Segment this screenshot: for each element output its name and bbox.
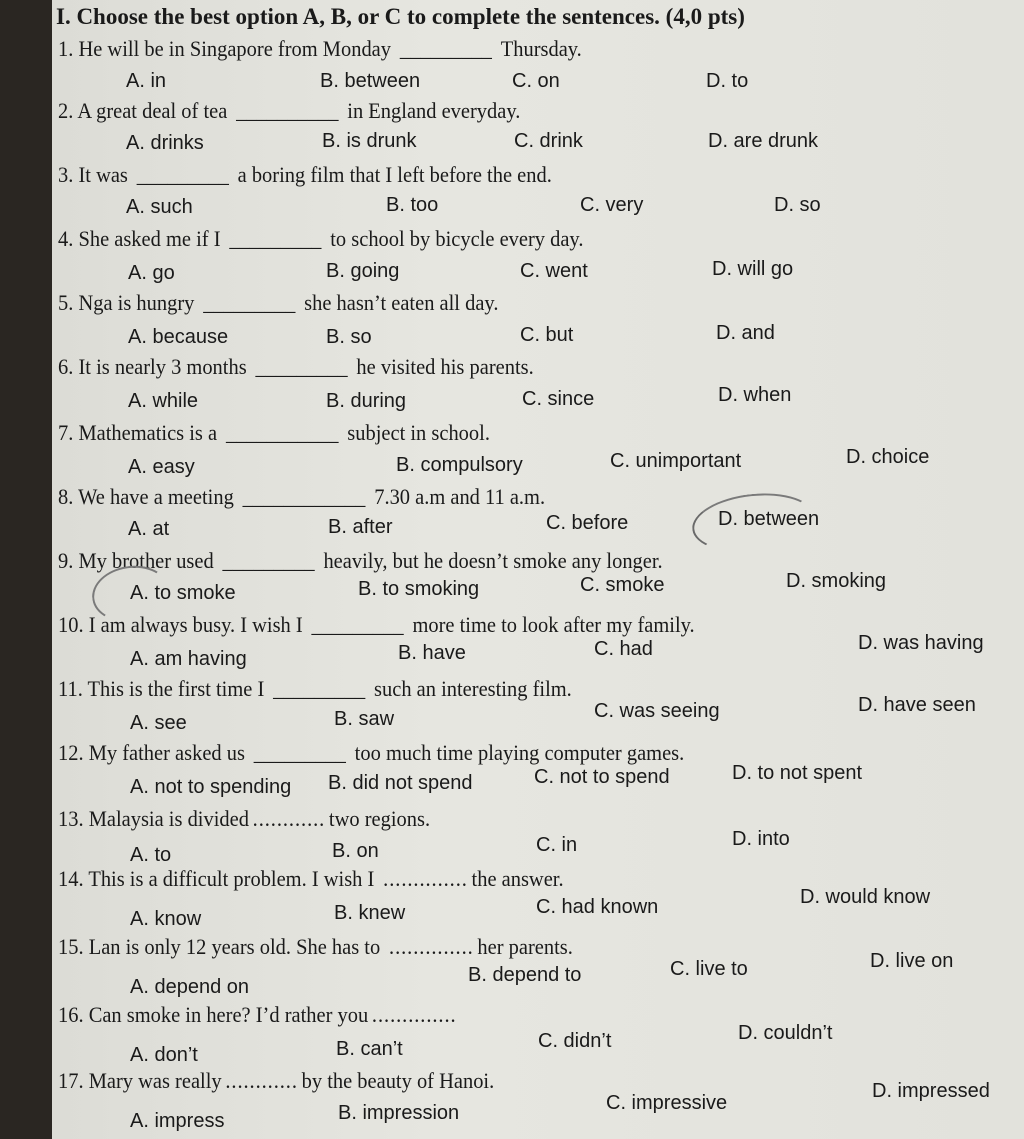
worksheet-page [52,0,1024,1139]
option-b: B. on [332,840,379,862]
question-stem: 3. It was _________ a boring film that I left before the end. [58,162,552,187]
option-d: D. choice [846,446,930,468]
option-c: C. very [580,194,644,216]
option-c: C. in [536,834,578,856]
question-stem: 6. It is nearly 3 months _________ he visited his parents. [58,354,534,379]
option-d: D. and [716,322,775,344]
option-c: C. on [512,70,560,92]
option-b: B. is drunk [322,130,417,152]
option-b: B. going [326,260,400,282]
option-a: A. while [128,390,199,412]
option-d: D. was having [858,632,984,654]
question-stem: 9. My brother used _________ heavily, but he doesn’t smoke any longer. [58,548,663,573]
option-d: D. are drunk [708,130,819,152]
section-heading: I. Choose the best option A, B, or C to complete the sentences. (4,0 pts) [56,4,745,29]
option-b: B. too [386,194,439,216]
option-a: A. know [130,908,202,930]
question-stem: 2. A great deal of tea __________ in England everyday. [58,98,521,123]
option-d: D. have seen [858,694,976,716]
option-b: B. after [328,516,393,538]
option-a: A. go [128,262,175,284]
option-d: D. to not spent [732,762,863,784]
option-b: B. between [320,70,421,92]
option-a: A. am having [130,648,247,670]
option-a: A. because [128,326,229,348]
option-c: C. not to spend [534,766,670,788]
option-a: A. to smoke [130,582,236,604]
option-b: B. during [326,390,407,412]
question-stem: 11. This is the first time I _________ such an interesting film. [58,676,572,701]
option-c: C. live to [670,958,748,980]
question-stem: 15. Lan is only 12 years old. She has to .............. her parents. [58,934,573,959]
option-b: B. saw [334,708,395,730]
option-b: B. can’t [336,1038,403,1060]
option-a: A. drinks [126,132,204,154]
option-c: C. had [594,638,653,660]
option-a: A. to [130,844,172,866]
option-d: D. between [718,508,820,530]
question-stem: 5. Nga is hungry _________ she hasn’t eaten all day. [58,290,499,315]
option-a: A. not to spending [130,776,292,798]
option-c: C. but [520,324,574,346]
option-d: D. impressed [872,1080,990,1102]
option-c: C. was seeing [594,700,720,722]
option-b: B. have [398,642,466,664]
option-b: B. compulsory [396,454,523,476]
option-b: B. knew [334,902,406,924]
option-b: B. did not spend [328,772,473,794]
option-d: D. smoking [786,570,887,592]
option-c: C. smoke [580,574,665,596]
question-stem: 16. Can smoke in here? I’d rather you .............. [58,1002,457,1027]
option-d: D. couldn’t [738,1022,833,1044]
option-b: B. impression [338,1102,460,1124]
option-c: C. went [520,260,588,282]
option-c: C. didn’t [538,1030,612,1052]
option-a: A. don’t [130,1044,198,1066]
option-a: A. at [128,518,170,540]
question-stem: 10. I am always busy. I wish I _________ more time to look after my family. [58,612,695,637]
question-stem: 17. Mary was really ............ by the beauty of Hanoi. [58,1068,495,1093]
option-c: C. impressive [606,1092,728,1114]
option-a: A. easy [128,456,195,478]
option-b: B. depend to [468,964,582,986]
question-stem: 13. Malaysia is divided ............ two regions. [58,806,431,831]
option-c: C. drink [514,130,583,152]
option-a: A. impress [130,1110,225,1132]
option-a: A. depend on [130,976,249,998]
question-stem: 4. She asked me if I _________ to school by bicycle every day. [58,226,584,251]
option-a: A. in [126,70,167,92]
option-d: D. would know [800,886,931,908]
option-a: A. see [130,712,187,734]
option-d: D. will go [712,258,794,280]
option-a: A. such [126,196,193,218]
question-stem: 8. We have a meeting ____________ 7.30 a.m and 11 a.m. [58,484,546,509]
option-c: C. since [522,388,595,410]
option-d: D. into [732,828,790,850]
option-d: D. so [774,194,821,216]
question-stem: 14. This is a difficult problem. I wish I .............. the answer. [58,866,564,891]
option-b: B. so [326,326,372,348]
option-c: C. unimportant [610,450,742,472]
question-stem: 1. He will be in Singapore from Monday _________ Thursday. [58,36,582,61]
option-c: C. before [546,512,629,534]
option-c: C. had known [536,896,659,918]
option-d: D. to [706,70,749,92]
option-b: B. to smoking [358,578,480,600]
option-d: D. when [718,384,792,406]
option-d: D. live on [870,950,954,972]
question-stem: 7. Mathematics is a ___________ subject in school. [58,420,490,445]
answer-circle-mark [689,488,818,559]
question-stem: 12. My father asked us _________ too much time playing computer games. [58,740,685,765]
